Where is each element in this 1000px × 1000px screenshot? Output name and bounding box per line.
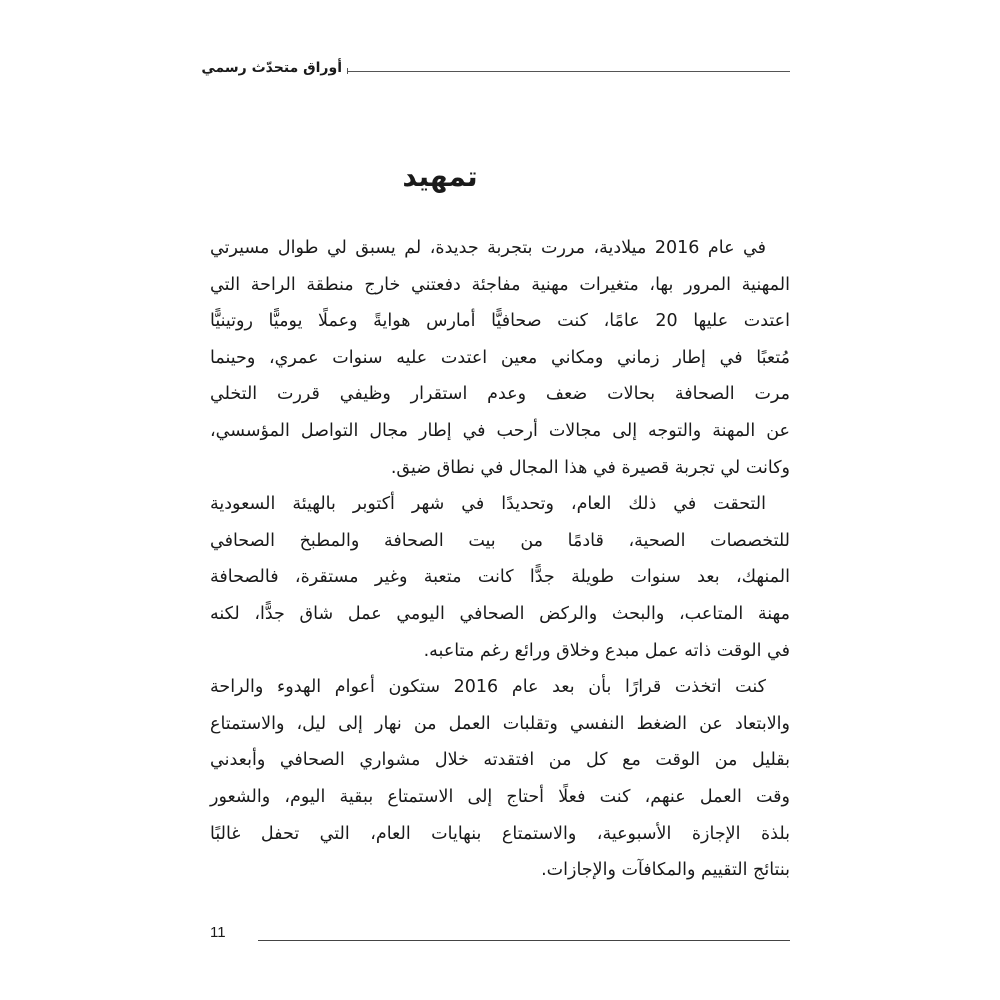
text-line: في الوقت ذاته عمل مبدع وخلاق ورائع رغم متاعبه. [423, 640, 790, 661]
paragraph [210, 230, 790, 486]
footer-rule [258, 940, 790, 941]
text-line: والابتعاد عن الضغط النفسي وتقلبات العمل من نهار إلى ليل، والاستمتاع [210, 713, 790, 734]
text-line: للتخصصات الصحية، قادمًا من بيت الصحافة والمطبخ الصحافي [210, 530, 790, 551]
paragraph [210, 669, 790, 889]
text-line: بقليل من الوقت مع كل من افتقدته خلال مشواري الصحافي وأبعدني [210, 750, 790, 771]
text-line: التحقت في ذلك العام، وتحديدًا في شهر أكتوبر بالهيئة السعودية [210, 494, 766, 515]
body-text [210, 230, 790, 889]
text-line: بلذة الإجازة الأسبوعية، والاستمتاع بنهايات العام، التي تحفل غالبًا [210, 823, 790, 844]
text-line: بنتائج التقييم والمكافآت والإجازات. [541, 860, 790, 881]
header-rule [347, 71, 790, 72]
text-line: وقت العمل عنهم، كنت فعلًا أحتاج إلى الاستمتاع ببقية اليوم، والشعور [210, 786, 790, 807]
text-line: عن المهنة والتوجه إلى مجالات أرحب في إطار مجال التواصل المؤسسي، [210, 420, 790, 441]
text-line: مُتعبًا في إطار زماني ومكاني معين اعتدت عليه سنوات عمري، وحينما [210, 347, 790, 368]
running-header-title: أوراق متحدّث رسمي [201, 60, 342, 76]
chapter-title: تمهيد [402, 160, 478, 193]
text-line: مهنة المتاعب، والبحث والركض الصحافي اليومي عمل شاق جدًّا، لكنه [210, 603, 790, 624]
page-number: 11 [210, 924, 226, 941]
text-line: كنت اتخذت قرارًا بأن بعد عام 2016 ستكون أعوام الهدوء والراحة [210, 677, 766, 698]
paragraph [210, 486, 790, 669]
text-line: المنهك، بعد سنوات طويلة جدًّا كانت متعبة وغير مستقرة، فالصحافة [210, 567, 790, 588]
text-line: المهنية المرور بها، متغيرات مهنية مفاجئة دفعتني خارج منطقة الراحة التي [210, 274, 790, 295]
text-line: وكانت لي تجربة قصيرة في هذا المجال في نطاق ضيق. [390, 457, 790, 478]
text-line: اعتدت عليها 20 عامًا، كنت صحافيًّا أمارس هوايةً وعملًا يوميًّا روتينيًّا [210, 311, 790, 332]
text-line: مرت الصحافة بحالات ضعف وعدم استقرار وظيفي قررت التخلي [210, 384, 790, 405]
text-line: في عام 2016 ميلادية، مررت بتجربة جديدة، لم يسبق لي طوال مسيرتي [210, 238, 766, 258]
